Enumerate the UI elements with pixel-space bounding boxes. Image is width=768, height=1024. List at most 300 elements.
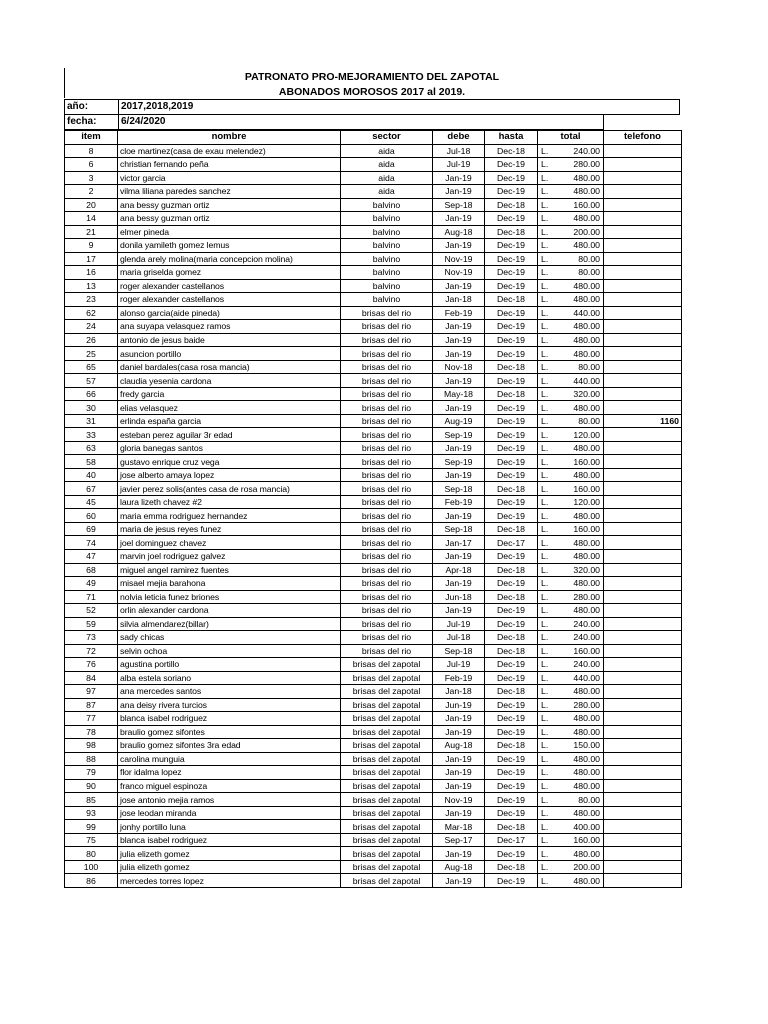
currency-symbol: L. xyxy=(541,808,549,819)
debe-cell: Jan-19 xyxy=(433,712,485,726)
item-cell: 13 xyxy=(65,279,118,293)
debe-cell: Jul-18 xyxy=(433,144,485,158)
debe-cell: Jan-19 xyxy=(433,401,485,415)
telefono-cell xyxy=(604,225,682,239)
nombre-cell: elmer pineda xyxy=(118,225,341,239)
total-amount: 480.00 xyxy=(573,240,600,251)
table-row xyxy=(65,144,682,158)
item-cell: 73 xyxy=(65,631,118,645)
total-amount: 280.00 xyxy=(573,591,600,602)
total-amount: 120.00 xyxy=(573,497,600,508)
table-row xyxy=(65,685,682,699)
currency-symbol: L. xyxy=(541,483,549,494)
total-cell xyxy=(538,252,604,266)
sector-cell: brisas del zapotal xyxy=(341,739,433,753)
sector-cell: brisas del zapotal xyxy=(341,685,433,699)
hasta-cell: Dec-19 xyxy=(485,752,538,766)
nombre-cell: miguel angel ramirez fuentes xyxy=(118,563,341,577)
total-cell xyxy=(538,509,604,523)
item-cell: 69 xyxy=(65,522,118,536)
table-row xyxy=(65,252,682,266)
nombre-cell: maria emma rodriguez hernandez xyxy=(118,509,341,523)
sector-cell: brisas del rio xyxy=(341,320,433,334)
nombre-cell: laura lizeth chavez #2 xyxy=(118,495,341,509)
item-cell: 84 xyxy=(65,671,118,685)
total-amount: 480.00 xyxy=(573,753,600,764)
nombre-cell: elias velasquez xyxy=(118,401,341,415)
sector-cell: brisas del rio xyxy=(341,428,433,442)
debe-cell: Jan-19 xyxy=(433,320,485,334)
hasta-cell: Dec-19 xyxy=(485,766,538,780)
currency-symbol: L. xyxy=(541,334,549,345)
total-cell xyxy=(538,617,604,631)
total-cell xyxy=(538,766,604,780)
table-row xyxy=(65,347,682,361)
item-cell: 88 xyxy=(65,752,118,766)
item-cell: 17 xyxy=(65,252,118,266)
hasta-cell: Dec-19 xyxy=(485,712,538,726)
date-row xyxy=(64,114,604,130)
sector-cell: brisas del rio xyxy=(341,482,433,496)
total-cell xyxy=(538,144,604,158)
total-cell xyxy=(538,549,604,563)
currency-symbol: L. xyxy=(541,645,549,656)
debe-cell: Aug-18 xyxy=(433,739,485,753)
debe-cell: Sep-17 xyxy=(433,833,485,847)
total-amount: 160.00 xyxy=(573,835,600,846)
item-cell: 47 xyxy=(65,549,118,563)
hasta-cell: Dec-18 xyxy=(485,563,538,577)
total-amount: 480.00 xyxy=(573,510,600,521)
item-cell: 100 xyxy=(65,860,118,874)
total-cell xyxy=(538,779,604,793)
telefono-cell xyxy=(604,293,682,307)
currency-symbol: L. xyxy=(541,375,549,386)
total-cell xyxy=(538,806,604,820)
currency-symbol: L. xyxy=(541,537,549,548)
nombre-cell: cloe martinez(casa de exau melendez) xyxy=(118,144,341,158)
telefono-cell xyxy=(604,860,682,874)
telefono-cell xyxy=(604,441,682,455)
total-amount: 280.00 xyxy=(573,699,600,710)
sector-cell: balvino xyxy=(341,212,433,226)
currency-symbol: L. xyxy=(541,497,549,508)
sector-cell: brisas del zapotal xyxy=(341,671,433,685)
sector-cell: brisas del rio xyxy=(341,495,433,509)
nombre-cell: alba estela soriano xyxy=(118,671,341,685)
hasta-cell: Dec-19 xyxy=(485,468,538,482)
item-cell: 23 xyxy=(65,293,118,307)
total-cell xyxy=(538,685,604,699)
sector-cell: brisas del zapotal xyxy=(341,793,433,807)
currency-symbol: L. xyxy=(541,159,549,170)
debe-cell: Jan-19 xyxy=(433,171,485,185)
debe-cell: Jan-19 xyxy=(433,239,485,253)
total-amount: 240.00 xyxy=(573,618,600,629)
nombre-cell: antonio de jesus baide xyxy=(118,333,341,347)
sector-cell: brisas del rio xyxy=(341,536,433,550)
hasta-cell: Dec-18 xyxy=(485,590,538,604)
telefono-cell xyxy=(604,401,682,415)
nombre-cell: julia elizeth gomez xyxy=(118,860,341,874)
item-cell: 30 xyxy=(65,401,118,415)
currency-symbol: L. xyxy=(541,686,549,697)
total-amount: 280.00 xyxy=(573,159,600,170)
telefono-cell xyxy=(604,874,682,888)
table-row xyxy=(65,847,682,861)
column-header-debe: debe xyxy=(433,131,485,145)
telefono-cell xyxy=(604,820,682,834)
hasta-cell: Dec-19 xyxy=(485,577,538,591)
total-amount: 480.00 xyxy=(573,280,600,291)
sector-cell: brisas del zapotal xyxy=(341,847,433,861)
hasta-cell: Dec-19 xyxy=(485,671,538,685)
total-cell xyxy=(538,644,604,658)
hasta-cell: Dec-19 xyxy=(485,698,538,712)
debe-cell: Jan-17 xyxy=(433,536,485,550)
debe-cell: Jun-18 xyxy=(433,590,485,604)
table-row xyxy=(65,752,682,766)
item-cell: 2 xyxy=(65,185,118,199)
hasta-cell: Dec-18 xyxy=(485,144,538,158)
currency-symbol: L. xyxy=(541,726,549,737)
item-cell: 21 xyxy=(65,225,118,239)
telefono-cell xyxy=(604,387,682,401)
debe-cell: Nov-19 xyxy=(433,266,485,280)
total-cell xyxy=(538,577,604,591)
nombre-cell: nolvia leticia funez briones xyxy=(118,590,341,604)
table-row xyxy=(65,617,682,631)
hasta-cell: Dec-19 xyxy=(485,414,538,428)
page-title: PATRONATO PRO-MEJORAMIENTO DEL ZAPOTAL xyxy=(244,71,500,83)
total-amount: 160.00 xyxy=(573,524,600,535)
total-cell xyxy=(538,185,604,199)
sector-cell: brisas del rio xyxy=(341,414,433,428)
debe-cell: Jan-19 xyxy=(433,441,485,455)
debe-cell: Jan-19 xyxy=(433,604,485,618)
telefono-cell xyxy=(604,631,682,645)
currency-symbol: L. xyxy=(541,551,549,562)
currency-symbol: L. xyxy=(541,713,549,724)
total-amount: 480.00 xyxy=(573,348,600,359)
total-cell xyxy=(538,631,604,645)
hasta-cell: Dec-18 xyxy=(485,739,538,753)
sector-cell: brisas del rio xyxy=(341,590,433,604)
nombre-cell: ana deisy rivera turcios xyxy=(118,698,341,712)
nombre-cell: jose antonio mejia ramos xyxy=(118,793,341,807)
total-amount: 480.00 xyxy=(573,443,600,454)
item-cell: 20 xyxy=(65,198,118,212)
table-row xyxy=(65,158,682,172)
sector-cell: balvino xyxy=(341,266,433,280)
table-row xyxy=(65,698,682,712)
total-cell xyxy=(538,360,604,374)
item-cell: 63 xyxy=(65,441,118,455)
total-amount: 160.00 xyxy=(573,645,600,656)
hasta-cell: Dec-19 xyxy=(485,874,538,888)
table-row xyxy=(65,225,682,239)
nombre-cell: sady chicas xyxy=(118,631,341,645)
nombre-cell: fredy garcia xyxy=(118,387,341,401)
hasta-cell: Dec-18 xyxy=(485,387,538,401)
total-cell xyxy=(538,198,604,212)
debe-cell: Aug-19 xyxy=(433,414,485,428)
debe-cell: Sep-18 xyxy=(433,482,485,496)
telefono-cell xyxy=(604,252,682,266)
hasta-cell: Dec-18 xyxy=(485,293,538,307)
total-cell xyxy=(538,752,604,766)
table-row xyxy=(65,468,682,482)
hasta-cell: Dec-18 xyxy=(485,685,538,699)
table-row xyxy=(65,360,682,374)
hasta-cell: Dec-19 xyxy=(485,239,538,253)
total-amount: 240.00 xyxy=(573,632,600,643)
table-row xyxy=(65,712,682,726)
nombre-cell: javier perez solis(antes casa de rosa mancia) xyxy=(118,482,341,496)
hasta-cell: Dec-19 xyxy=(485,266,538,280)
telefono-cell xyxy=(604,698,682,712)
debe-cell: Jan-19 xyxy=(433,577,485,591)
currency-symbol: L. xyxy=(541,578,549,589)
sector-cell: balvino xyxy=(341,225,433,239)
item-cell: 90 xyxy=(65,779,118,793)
debe-cell: May-18 xyxy=(433,387,485,401)
total-cell xyxy=(538,333,604,347)
currency-symbol: L. xyxy=(541,618,549,629)
sector-cell: aida xyxy=(341,144,433,158)
total-amount: 160.00 xyxy=(573,199,600,210)
sector-cell: brisas del rio xyxy=(341,401,433,415)
total-cell xyxy=(538,320,604,334)
total-cell xyxy=(538,225,604,239)
debe-cell: Sep-18 xyxy=(433,198,485,212)
table-row xyxy=(65,766,682,780)
debe-cell: Jan-19 xyxy=(433,347,485,361)
table-row xyxy=(65,874,682,888)
hasta-cell: Dec-19 xyxy=(485,604,538,618)
currency-symbol: L. xyxy=(541,740,549,751)
total-amount: 160.00 xyxy=(573,456,600,467)
nombre-cell: claudia yesenia cardona xyxy=(118,374,341,388)
sector-cell: aida xyxy=(341,171,433,185)
total-amount: 150.00 xyxy=(573,740,600,751)
total-cell xyxy=(538,712,604,726)
total-amount: 480.00 xyxy=(573,726,600,737)
item-cell: 99 xyxy=(65,820,118,834)
hasta-cell: Dec-19 xyxy=(485,212,538,226)
total-cell xyxy=(538,266,604,280)
item-cell: 14 xyxy=(65,212,118,226)
nombre-cell: roger alexander castellanos xyxy=(118,279,341,293)
nombre-cell: selvin ochoa xyxy=(118,644,341,658)
telefono-cell xyxy=(604,198,682,212)
table-row xyxy=(65,644,682,658)
total-cell xyxy=(538,604,604,618)
telefono-cell xyxy=(604,617,682,631)
total-cell xyxy=(538,658,604,672)
telefono-cell xyxy=(604,806,682,820)
total-cell xyxy=(538,874,604,888)
table-row xyxy=(65,604,682,618)
sector-cell: brisas del zapotal xyxy=(341,779,433,793)
nombre-cell: ana bessy guzman ortiz xyxy=(118,198,341,212)
telefono-cell xyxy=(604,333,682,347)
debe-cell: Sep-19 xyxy=(433,455,485,469)
table-row xyxy=(65,549,682,563)
debe-cell: Jan-19 xyxy=(433,468,485,482)
total-cell xyxy=(538,279,604,293)
table-row xyxy=(65,441,682,455)
total-cell xyxy=(538,212,604,226)
item-cell: 85 xyxy=(65,793,118,807)
telefono-cell: 1160 xyxy=(604,414,682,428)
telefono-cell xyxy=(604,685,682,699)
table-row xyxy=(65,198,682,212)
sector-cell: brisas del zapotal xyxy=(341,712,433,726)
telefono-cell xyxy=(604,455,682,469)
debe-cell: Aug-18 xyxy=(433,860,485,874)
sector-cell: brisas del rio xyxy=(341,360,433,374)
table-row xyxy=(65,658,682,672)
total-amount: 480.00 xyxy=(573,294,600,305)
hasta-cell: Dec-19 xyxy=(485,495,538,509)
total-amount: 480.00 xyxy=(573,848,600,859)
item-cell: 60 xyxy=(65,509,118,523)
telefono-cell xyxy=(604,658,682,672)
total-amount: 480.00 xyxy=(573,213,600,224)
debe-cell: Feb-19 xyxy=(433,495,485,509)
item-cell: 98 xyxy=(65,739,118,753)
item-cell: 6 xyxy=(65,158,118,172)
item-cell: 76 xyxy=(65,658,118,672)
debe-cell: Apr-18 xyxy=(433,563,485,577)
item-cell: 67 xyxy=(65,482,118,496)
item-cell: 58 xyxy=(65,455,118,469)
sector-cell: balvino xyxy=(341,239,433,253)
item-cell: 77 xyxy=(65,712,118,726)
telefono-cell xyxy=(604,495,682,509)
currency-symbol: L. xyxy=(541,429,549,440)
hasta-cell: Dec-19 xyxy=(485,455,538,469)
hasta-cell: Dec-18 xyxy=(485,522,538,536)
currency-symbol: L. xyxy=(541,456,549,467)
total-cell xyxy=(538,374,604,388)
table-body xyxy=(65,144,682,887)
table-row xyxy=(65,185,682,199)
sector-cell: brisas del rio xyxy=(341,631,433,645)
table-row xyxy=(65,401,682,415)
total-amount: 80.00 xyxy=(578,267,600,278)
currency-symbol: L. xyxy=(541,821,549,832)
hasta-cell: Dec-19 xyxy=(485,306,538,320)
hasta-cell: Dec-19 xyxy=(485,549,538,563)
sector-cell: brisas del zapotal xyxy=(341,766,433,780)
total-cell xyxy=(538,387,604,401)
total-cell xyxy=(538,522,604,536)
debe-cell: Jan-19 xyxy=(433,374,485,388)
item-cell: 24 xyxy=(65,320,118,334)
total-cell xyxy=(538,739,604,753)
nombre-cell: daniel bardales(casa rosa mancia) xyxy=(118,360,341,374)
telefono-cell xyxy=(604,725,682,739)
sector-cell: brisas del rio xyxy=(341,333,433,347)
total-amount: 480.00 xyxy=(573,334,600,345)
column-header-sector: sector xyxy=(341,131,433,145)
sector-cell: brisas del rio xyxy=(341,563,433,577)
total-amount: 480.00 xyxy=(573,686,600,697)
total-cell xyxy=(538,158,604,172)
table-row xyxy=(65,522,682,536)
nombre-cell: asuncion portillo xyxy=(118,347,341,361)
nombre-cell: erlinda españa garcia xyxy=(118,414,341,428)
item-cell: 57 xyxy=(65,374,118,388)
total-amount: 480.00 xyxy=(573,781,600,791)
telefono-cell xyxy=(604,158,682,172)
item-cell: 25 xyxy=(65,347,118,361)
sector-cell: brisas del rio xyxy=(341,644,433,658)
total-cell xyxy=(538,401,604,415)
debe-cell: Jan-19 xyxy=(433,847,485,861)
currency-symbol: L. xyxy=(541,524,549,535)
total-cell xyxy=(538,698,604,712)
telefono-cell xyxy=(604,833,682,847)
telefono-cell xyxy=(604,847,682,861)
nombre-cell: julia elizeth gomez xyxy=(118,847,341,861)
table-row xyxy=(65,495,682,509)
telefono-cell xyxy=(604,468,682,482)
total-amount: 400.00 xyxy=(573,821,600,832)
hasta-cell: Dec-19 xyxy=(485,347,538,361)
currency-symbol: L. xyxy=(541,199,549,210)
hasta-cell: Dec-19 xyxy=(485,374,538,388)
item-cell: 80 xyxy=(65,847,118,861)
sector-cell: brisas del rio xyxy=(341,374,433,388)
total-amount: 80.00 xyxy=(578,253,600,264)
item-cell: 87 xyxy=(65,698,118,712)
year-value: 2017,2018,2019 xyxy=(118,100,193,114)
sector-cell: balvino xyxy=(341,252,433,266)
telefono-cell xyxy=(604,739,682,753)
nombre-cell: maria de jesus reyes funez xyxy=(118,522,341,536)
telefono-cell xyxy=(604,509,682,523)
sector-cell: brisas del rio xyxy=(341,468,433,482)
total-amount: 120.00 xyxy=(573,429,600,440)
hasta-cell: Dec-19 xyxy=(485,333,538,347)
sector-cell: brisas del rio xyxy=(341,306,433,320)
sector-cell: aida xyxy=(341,158,433,172)
item-cell: 86 xyxy=(65,874,118,888)
total-amount: 480.00 xyxy=(573,186,600,197)
table-row xyxy=(65,293,682,307)
telefono-cell xyxy=(604,766,682,780)
table-row xyxy=(65,320,682,334)
total-amount: 200.00 xyxy=(573,862,600,873)
sector-cell: brisas del rio xyxy=(341,347,433,361)
total-amount: 480.00 xyxy=(573,537,600,548)
debe-cell: Mar-18 xyxy=(433,820,485,834)
item-cell: 52 xyxy=(65,604,118,618)
total-cell xyxy=(538,847,604,861)
telefono-cell xyxy=(604,752,682,766)
total-cell xyxy=(538,428,604,442)
item-cell: 68 xyxy=(65,563,118,577)
item-cell: 72 xyxy=(65,644,118,658)
sector-cell: brisas del zapotal xyxy=(341,658,433,672)
total-amount: 480.00 xyxy=(573,808,600,819)
currency-symbol: L. xyxy=(541,253,549,264)
nombre-cell: marvin joel rodriguez galvez xyxy=(118,549,341,563)
debe-cell: Aug-18 xyxy=(433,225,485,239)
